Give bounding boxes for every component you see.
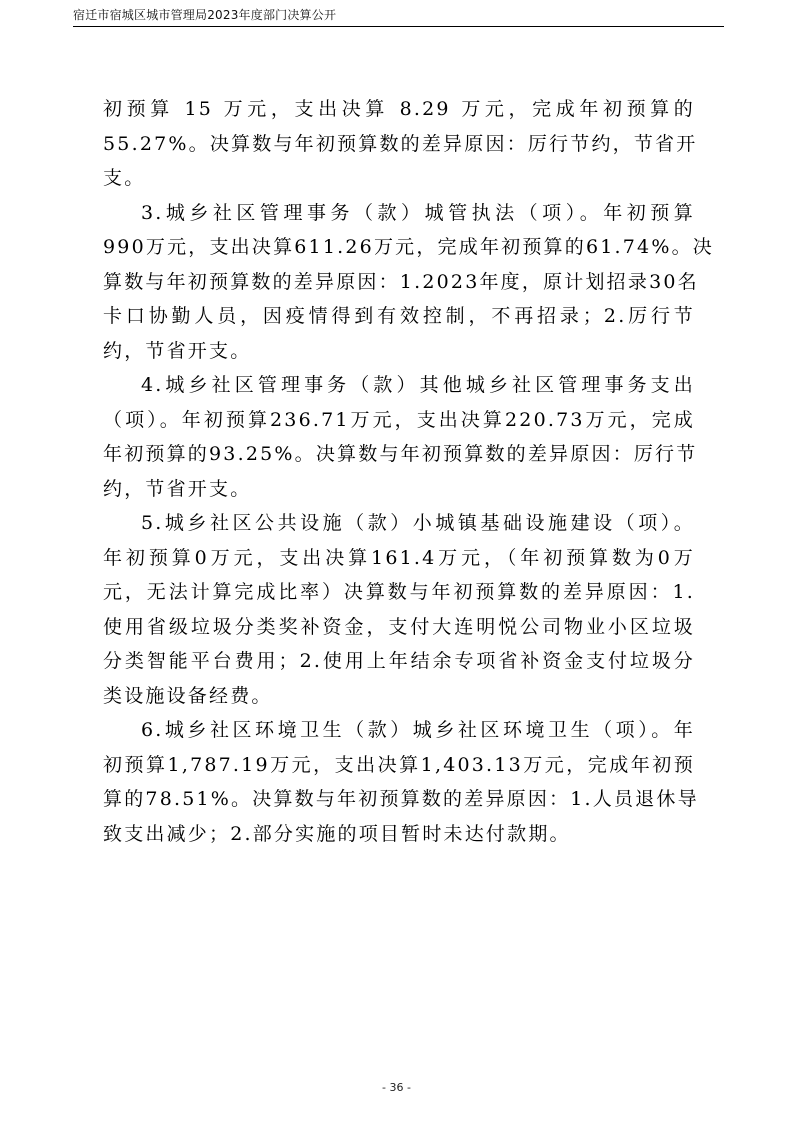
text-line: 使用省级垃圾分类奖补资金，支付大连明悦公司物业小区垃圾 [103, 615, 695, 638]
paragraph-5 [103, 713, 699, 851]
text-line: 卡口协勤人员，因疫情得到有效控制，不再招录；2.厉行节 [103, 305, 695, 327]
text-line: 4.城乡社区管理事务（款）其他城乡社区管理事务支出 [141, 374, 695, 396]
paragraph-3 [103, 368, 698, 506]
text-line: 55.27%。决算数与年初预算数的差异原因：厉行节约，节省开 [103, 132, 698, 155]
text-line: 分类智能平台费用；2.使用上年结余专项省补资金支付垃圾分 [103, 650, 695, 672]
text-line: 支。 [103, 167, 146, 189]
text-line: 约，节省开支。 [103, 339, 252, 362]
text-line: 元，无法计算完成比率）决算数与年初预算数的差异原因：1. [103, 581, 695, 603]
text-line: 年初预算0万元，支出决算161.4万元，（年初预算数为0万 [103, 546, 695, 569]
text-line: 算的78.51%。决算数与年初预算数的差异原因：1.人员退休导 [103, 788, 699, 810]
text-line: 算数与年初预算数的差异原因：1.2023年度，原计划招录30名 [103, 270, 699, 293]
text-line: 致支出减少；2.部分实施的项目暂时未达付款期。 [103, 822, 571, 845]
text-line: 5.城乡社区公共设施（款）小城镇基础设施建设（项）。 [141, 512, 695, 534]
paragraph-1 [103, 92, 698, 196]
text-line: 类设施设备经费。 [103, 684, 273, 707]
paragraph-4 [103, 506, 695, 713]
text-line: （项）。年初预算236.71万元，支出决算220.73万元，完成 [103, 408, 695, 431]
text-line: 约，节省开支。 [103, 477, 252, 500]
page-header-title: 宿迁市宿城区城市管理局2023年度部门决算公开 [73, 8, 337, 22]
text-line: 年初预算的93.25%。决算数与年初预算数的差异原因：厉行节 [103, 443, 698, 465]
text-line: 初预算1,787.19万元，支出决算1,403.13万元，完成年初预 [103, 753, 695, 776]
document-body [103, 92, 714, 851]
text-line: 3.城乡社区管理事务（款）城管执法（项）。年初预算 [141, 201, 695, 224]
header-divider [73, 26, 724, 27]
text-line: 990万元，支出决算611.26万元，完成年初预算的61.74%。决 [103, 236, 714, 258]
text-line: 6.城乡社区环境卫生（款）城乡社区环境卫生（项）。年 [141, 719, 695, 741]
paragraph-2 [103, 196, 714, 369]
page-number: - 36 - [382, 1081, 411, 1094]
text-line: 初预算 15 万元，支出决算 8.29 万元，完成年初预算的 [103, 98, 695, 120]
